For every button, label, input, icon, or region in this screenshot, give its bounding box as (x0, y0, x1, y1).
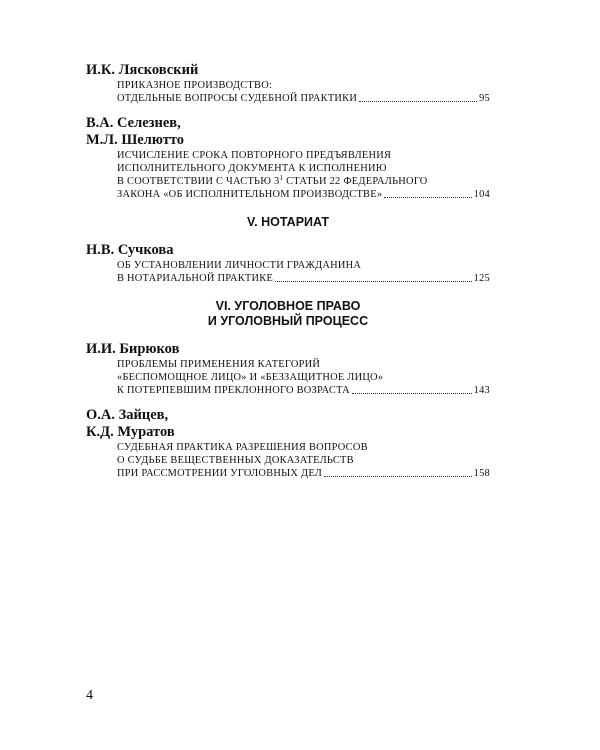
page-number-ref: 95 (479, 93, 490, 104)
title-line-last[interactable] (117, 272, 490, 285)
section-heading (86, 299, 490, 329)
page-number-ref: 158 (473, 468, 490, 479)
title-line (117, 175, 490, 188)
table-of-contents (86, 62, 490, 490)
title-line: «БЕСПОМОЩНОЕ ЛИЦО» И «БЕЗЗАЩИТНОЕ ЛИЦО» (117, 372, 384, 383)
dot-leader (359, 101, 477, 102)
title-line-last[interactable] (117, 384, 490, 397)
dot-leader (275, 281, 472, 282)
title-line: ОБ УСТАНОВЛЕНИИ ЛИЧНОСТИ ГРАЖДАНИНА (117, 260, 362, 271)
entry-title (117, 149, 490, 201)
entry-title (117, 358, 490, 397)
toc-entry (86, 407, 490, 480)
title-text: ЗАКОНА «ОБ ИСПОЛНИТЕЛЬНОМ ПРОИЗВОДСТВЕ» (117, 189, 383, 200)
title-line: ПРОБЛЕМЫ ПРИМЕНЕНИЯ КАТЕГОРИЙ (117, 359, 321, 370)
entry-author: Н.В. Сучкова (86, 242, 174, 258)
title-line-last[interactable] (117, 467, 490, 480)
superscript: 1 (279, 174, 284, 182)
section-heading-text: V. НОТАРИАТ (246, 215, 330, 229)
dot-leader (352, 393, 472, 394)
toc-entry (86, 115, 490, 201)
dot-leader (384, 197, 471, 198)
entry-title (117, 79, 490, 105)
title-line: О СУДЬБЕ ВЕЩЕСТВЕННЫХ ДОКАЗАТЕЛЬСТВ (117, 455, 354, 466)
entry-author: К.Д. Муратов (86, 424, 175, 440)
title-line: ИСПОЛНИТЕЛЬНОГО ДОКУМЕНТА К ИСПОЛНЕНИЮ (117, 163, 387, 174)
title-line: ИСЧИСЛЕНИЕ СРОКА ПОВТОРНОГО ПРЕДЪЯВЛЕНИЯ (117, 150, 392, 161)
toc-entry (86, 62, 490, 105)
entry-title (117, 441, 490, 480)
title-text: В НОТАРИАЛЬНОЙ ПРАКТИКЕ (117, 273, 274, 284)
toc-entry (86, 341, 490, 397)
page-number-ref: 143 (473, 385, 490, 396)
dot-leader (324, 476, 472, 477)
title-text: ПРИ РАССМОТРЕНИИ УГОЛОВНЫХ ДЕЛ (117, 468, 323, 479)
page-number-ref: 125 (473, 273, 490, 284)
title-line-last[interactable] (117, 188, 490, 201)
entry-author: И.И. Бирюков (86, 341, 180, 357)
toc-entry (86, 242, 490, 285)
entry-author: И.К. Лясковский (86, 62, 199, 78)
title-line: ПРИКАЗНОЕ ПРОИЗВОДСТВО: (117, 80, 273, 91)
title-line-last[interactable] (117, 92, 490, 105)
title-text: В СООТВЕТСТВИИ С ЧАСТЬЮ 3 (117, 176, 280, 187)
section-heading-text: И УГОЛОВНЫЙ ПРОЦЕСС (207, 314, 369, 328)
entry-author: В.А. Селезнев, (86, 115, 181, 131)
section-heading (86, 215, 490, 230)
title-text: СТАТЬИ 22 ФЕДЕРАЛЬНОГО (283, 176, 428, 187)
title-text: К ПОТЕРПЕВШИМ ПРЕКЛОННОГО ВОЗРАСТА (117, 385, 350, 396)
title-text: ОТДЕЛЬНЫЕ ВОПРОСЫ СУДЕБНОЙ ПРАКТИКИ (117, 93, 358, 104)
entry-author: О.А. Зайцев, (86, 407, 169, 423)
page-number-ref: 104 (473, 189, 490, 200)
page-folio: 4 (86, 688, 93, 703)
entry-title (117, 259, 490, 285)
section-heading-text: VI. УГОЛОВНОЕ ПРАВО (215, 299, 361, 313)
title-line: СУДЕБНАЯ ПРАКТИКА РАЗРЕШЕНИЯ ВОПРОСОВ (117, 442, 368, 453)
entry-author: М.Л. Шелютто (86, 132, 185, 148)
